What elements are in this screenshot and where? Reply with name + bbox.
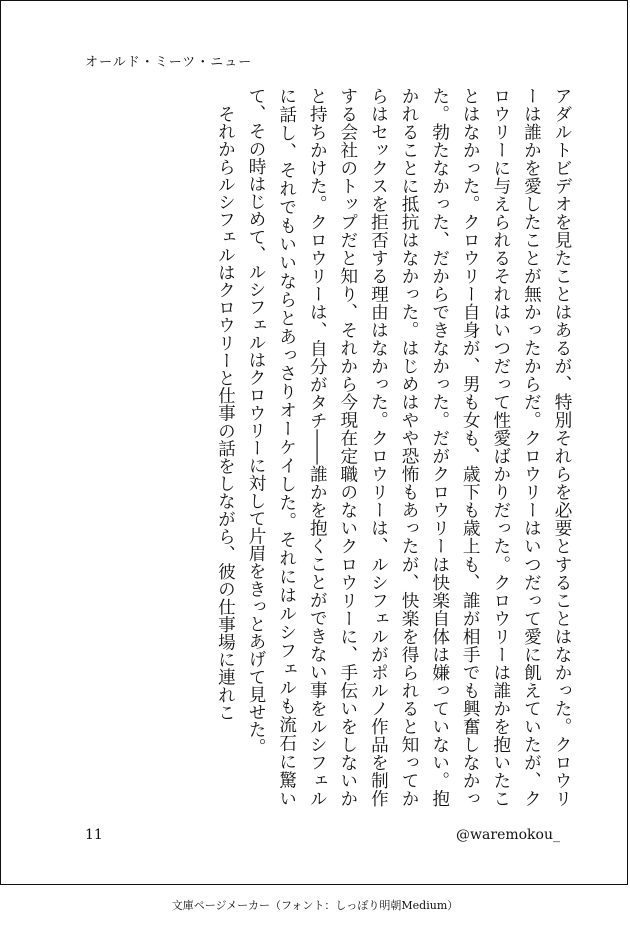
footer-credit: 文庫ページメーカー（フォント：しっぽり明朝Medium）: [171, 899, 459, 912]
body-paragraph-1: アダルトビデオを見たことはあるが、特別それらを必要とすることはなかった。クロウリーは誰かを愛したことが無かったからだ。クロウリーはいつだって愛に飢えていたが、クロウリーに与えられるそれはいつだって性愛ばかりだった。クロウリーは誰かを抱いたことはなかった。クロウリー自身が、男も女も、歳下も歳上も、誰が相手でも興奮しなかった。勃たなかった、だからできなかった。だがクロウリーは快楽自体は嫌っていない。抱かれることに抵抗はなかった。はじめはやや恐怖もあったが、快楽を得られると知ってからはセックスを拒否する理由はなかった。クロウリーは、ルシフェルがポルノ作品を制作する会社のトップだと知り、それから今現在定職のないクロウリーに、手伝いをしないかと持ちかけた。クロウリーは、自分がタチ――誰かを抱くことができない事をルシフェルに話し、それでもいいならとあっさりオーケイした。それにはルシフェルも流石に驚いて、その時はじめて、ルシフェルはクロウリーに対して片眉をきっとあげて見せた。: [246, 87, 572, 807]
running-head: オールド・ミーツ・ニュー: [85, 55, 253, 70]
body-text: [77, 87, 577, 807]
author-handle: @waremokou_: [456, 827, 560, 843]
page-number: 11: [85, 827, 103, 843]
body-paragraph-2: それからルシフェルはクロウリーと仕事の話をしながら、彼の仕事場に連れこ: [215, 104, 236, 721]
